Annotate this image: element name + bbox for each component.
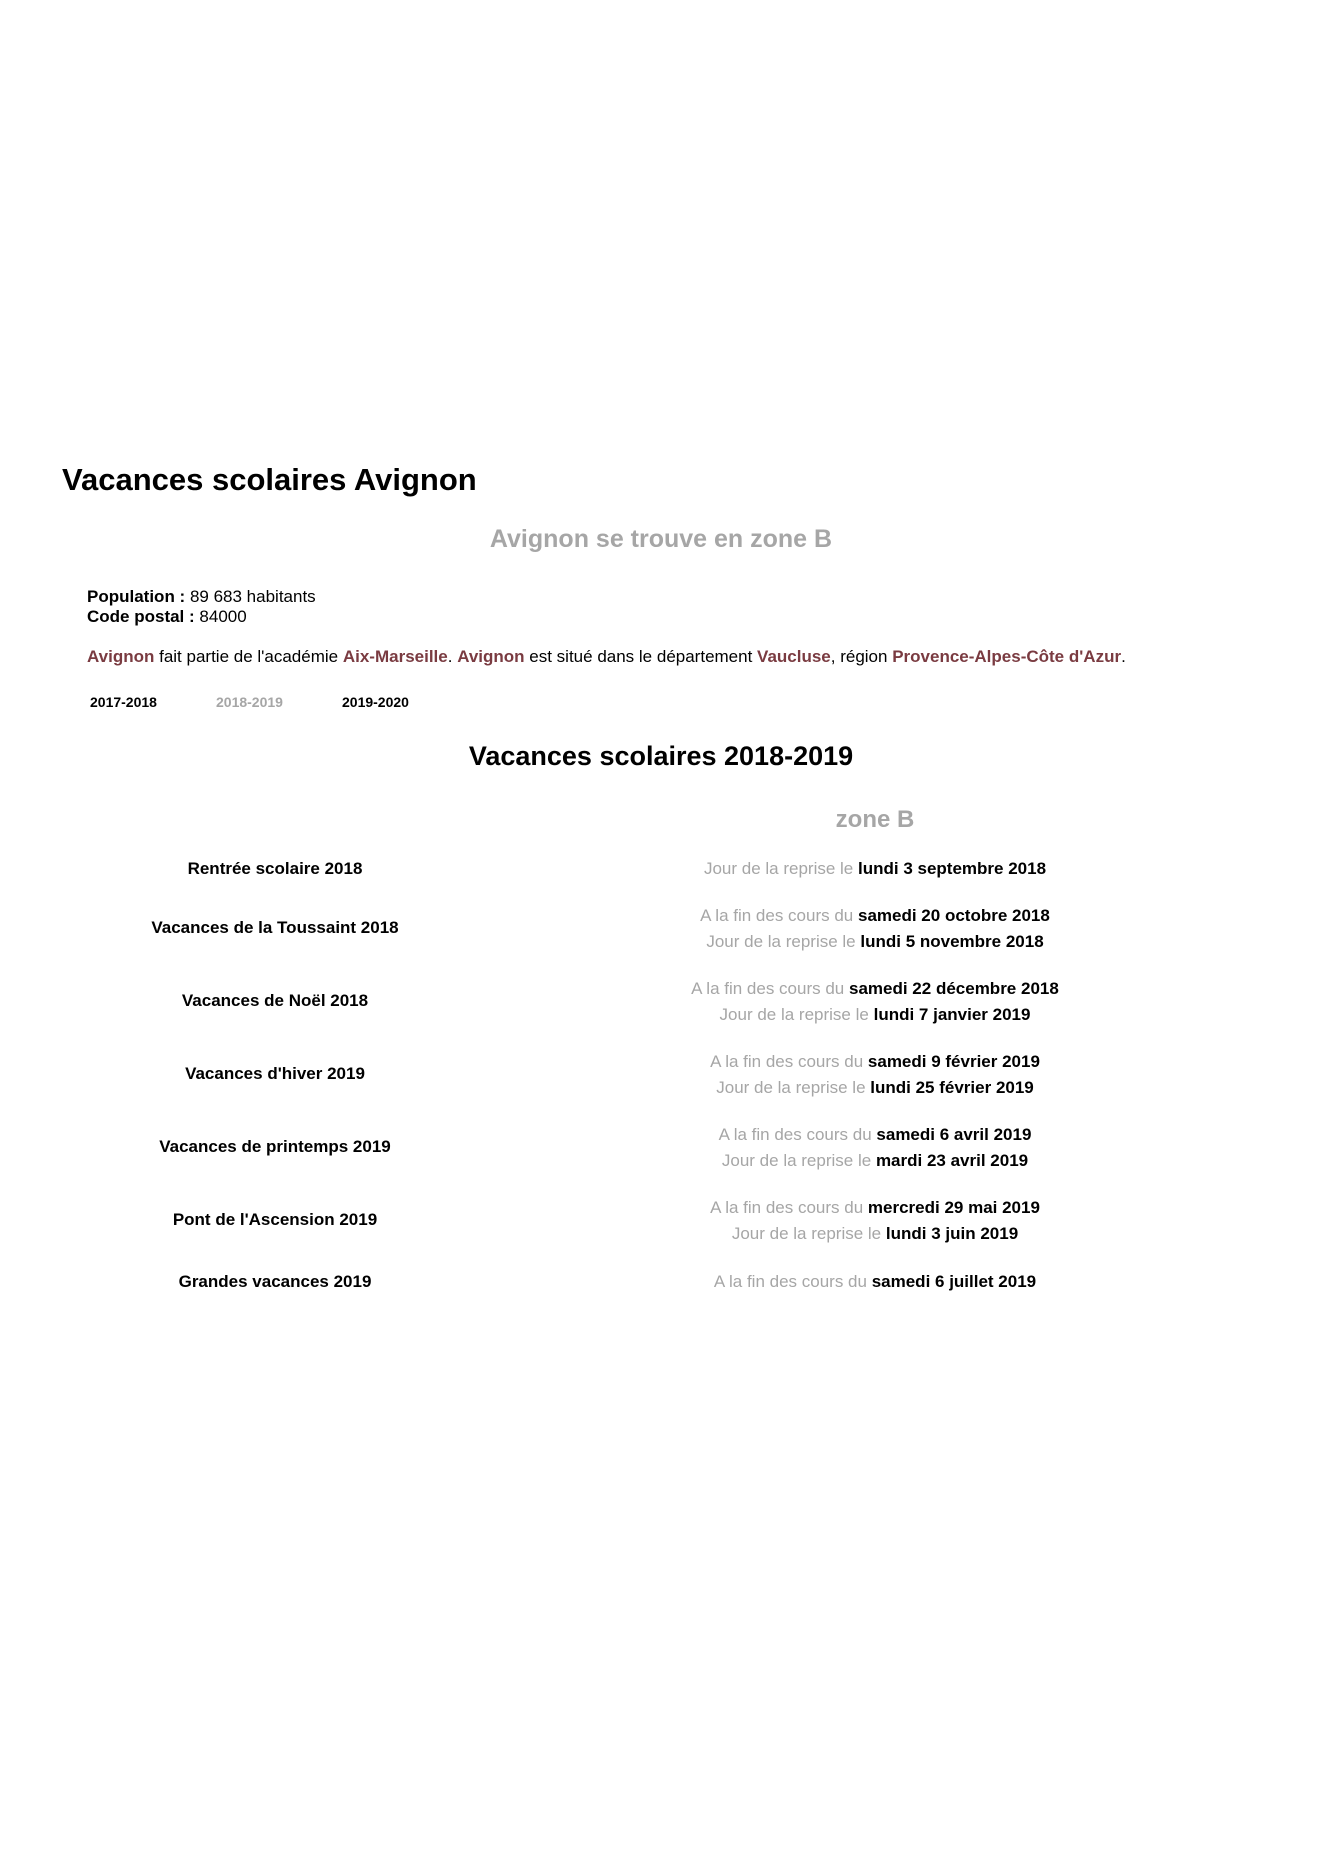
academie-text-5: . (1121, 647, 1126, 666)
period-dates (560, 1049, 1190, 1101)
tab-2019-2020[interactable]: 2019-2020 (342, 694, 409, 710)
date-prefix: Jour de la reprise le (706, 932, 856, 951)
period-label: Vacances de la Toussaint 2018 (151, 918, 399, 937)
period-label: Pont de l'Ascension 2019 (172, 1210, 378, 1229)
period-label: Vacances d'hiver 2019 (185, 1064, 365, 1083)
date-value: lundi 7 janvier 2019 (873, 1005, 1031, 1024)
period-label: Vacances de printemps 2019 (159, 1137, 391, 1156)
date-value: samedi 6 juillet 2019 (871, 1272, 1037, 1291)
zone-subtitle: Avignon se trouve en zone B (489, 525, 833, 553)
date-prefix: A la fin des cours du (710, 1052, 864, 1071)
date-line (560, 903, 1190, 929)
academie-sentence (87, 646, 1126, 668)
tab-2018-2019[interactable]: 2018-2019 (216, 694, 283, 710)
date-prefix: A la fin des cours du (718, 1125, 872, 1144)
period-dates (560, 903, 1190, 955)
date-line (560, 856, 1190, 882)
period-label: Grandes vacances 2019 (178, 1272, 372, 1291)
page-title: Vacances scolaires Avignon (62, 462, 477, 497)
region-link[interactable]: Provence-Alpes-Côte d'Azur (892, 647, 1122, 666)
date-prefix: A la fin des cours du (710, 1198, 864, 1217)
date-line (560, 1049, 1190, 1075)
period-label: Rentrée scolaire 2018 (187, 859, 363, 878)
date-prefix: Jour de la reprise le (703, 859, 854, 878)
date-prefix: Jour de la reprise le (716, 1078, 866, 1097)
academie-text-2: . (447, 647, 458, 666)
postal-code-label: Code postal : (87, 607, 195, 626)
date-value: lundi 25 février 2019 (870, 1078, 1034, 1097)
date-value: mardi 23 avril 2019 (875, 1151, 1029, 1170)
date-prefix: Jour de la reprise le (721, 1151, 872, 1170)
date-prefix: Jour de la reprise le (731, 1224, 882, 1243)
date-value: lundi 3 juin 2019 (885, 1224, 1019, 1243)
period-dates (560, 1195, 1190, 1247)
postal-code-line (87, 607, 316, 627)
period-label: Vacances de Noël 2018 (181, 991, 369, 1010)
date-line (560, 1002, 1190, 1028)
academie-text-3: est situé dans le département (524, 647, 758, 666)
date-value: samedi 9 février 2019 (867, 1052, 1040, 1071)
date-line (560, 1221, 1190, 1247)
date-line (560, 1269, 1190, 1295)
population-line (87, 587, 316, 607)
date-prefix: A la fin des cours du (713, 1272, 867, 1291)
date-prefix: Jour de la reprise le (719, 1005, 869, 1024)
date-value: samedi 6 avril 2019 (876, 1125, 1032, 1144)
date-value: samedi 20 octobre 2018 (858, 906, 1050, 925)
city-info (87, 587, 316, 627)
date-value: mercredi 29 mai 2019 (867, 1198, 1040, 1217)
departement-link[interactable]: Vaucluse (757, 647, 831, 666)
period-dates (560, 1269, 1190, 1295)
academie-text-4: , région (830, 647, 893, 666)
date-line (560, 1122, 1190, 1148)
date-value: samedi 22 décembre 2018 (849, 979, 1059, 998)
period-dates (560, 1122, 1190, 1174)
academie-text-1: fait partie de l'académie (154, 647, 343, 666)
period-dates (560, 856, 1190, 882)
date-line (560, 1148, 1190, 1174)
city-link-2[interactable]: Avignon (457, 647, 525, 666)
period-dates (560, 976, 1190, 1028)
date-prefix: A la fin des cours du (691, 979, 845, 998)
date-line (560, 1195, 1190, 1221)
section-title: Vacances scolaires 2018-2019 (468, 741, 854, 771)
population-label: Population : (87, 587, 186, 606)
tab-2017-2018[interactable]: 2017-2018 (90, 694, 157, 710)
date-prefix: A la fin des cours du (700, 906, 854, 925)
zone-column-header: zone B (835, 806, 915, 833)
date-line (560, 929, 1190, 955)
city-link[interactable]: Avignon (87, 647, 155, 666)
date-value: lundi 3 septembre 2018 (858, 859, 1047, 878)
date-line (560, 976, 1190, 1002)
postal-code-value: 84000 (199, 607, 247, 626)
population-value: 89 683 habitants (189, 587, 316, 606)
date-line (560, 1075, 1190, 1101)
date-value: lundi 5 novembre 2018 (860, 932, 1044, 951)
academie-link[interactable]: Aix-Marseille (342, 647, 448, 666)
